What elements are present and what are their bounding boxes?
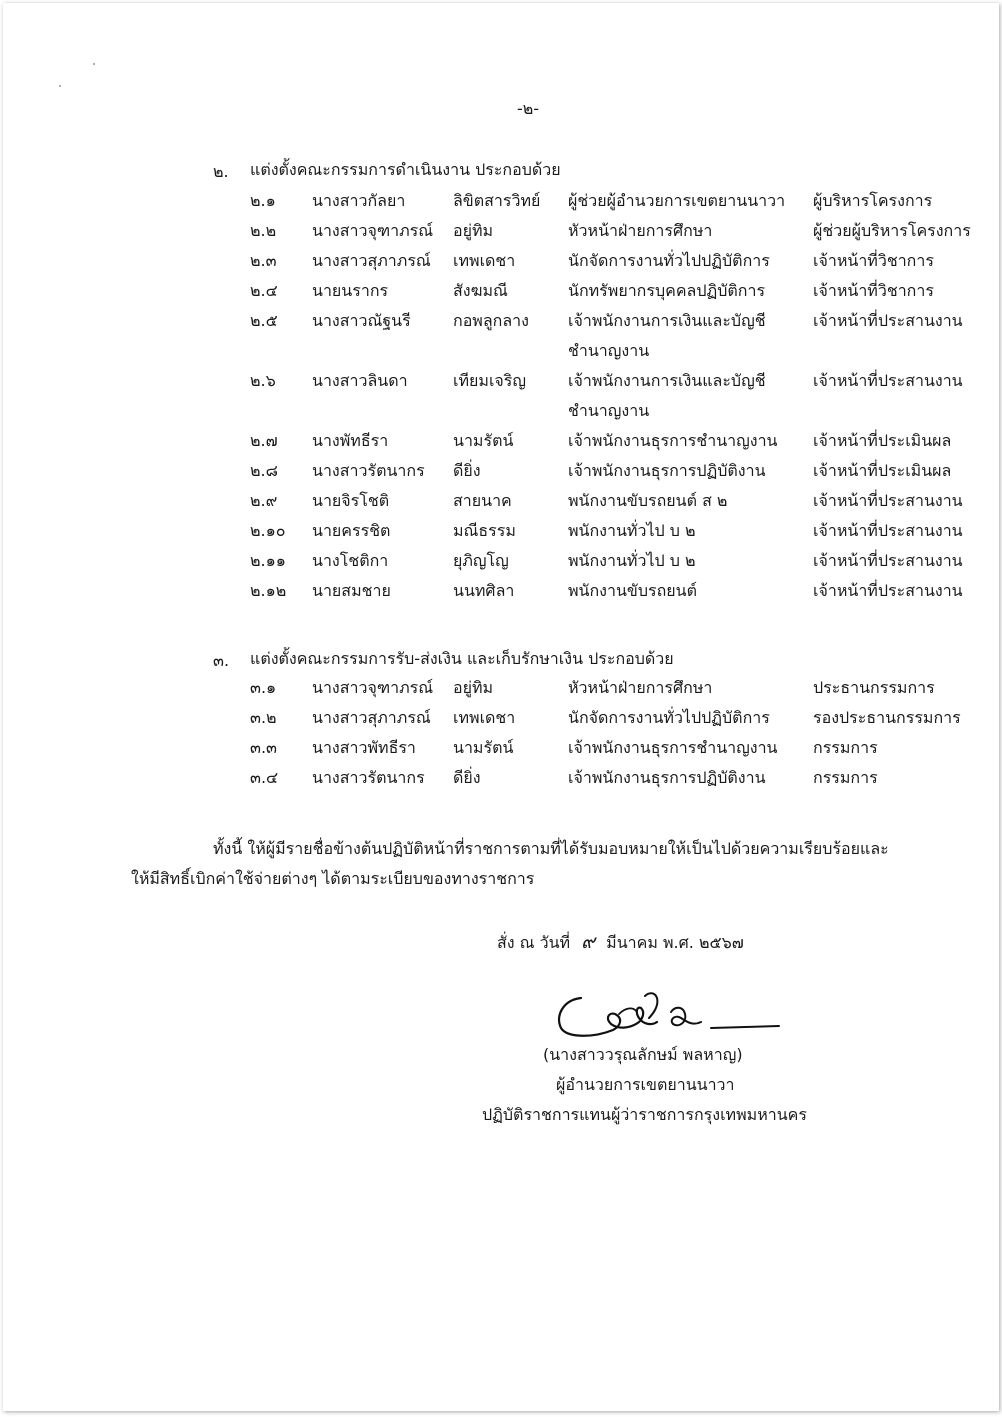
list-item xyxy=(3,678,999,708)
list-item xyxy=(3,221,999,251)
person-name: นายจิรโชติ xyxy=(312,491,390,510)
item-number: ๓.๒ xyxy=(250,708,277,727)
signatory-name: (นางสาววรุณลักษม์ พลหาญ) xyxy=(543,1045,743,1064)
person-name: นายสมชาย xyxy=(312,581,391,600)
person-name: นางโชติกา xyxy=(312,551,389,570)
person-role: เจ้าหน้าที่วิชาการ xyxy=(813,251,934,270)
person-name: นายครรชิต xyxy=(312,521,391,540)
person-surname: ดียิ่ง xyxy=(453,768,481,787)
person-position-continued: ชำนาญงาน xyxy=(568,341,650,360)
person-role: เจ้าหน้าที่ประสานงาน xyxy=(813,491,963,510)
section-2-heading: แต่งตั้งคณะกรรมการดำเนินงาน ประกอบด้วย xyxy=(250,160,561,179)
person-surname: กอพลูกลาง xyxy=(453,311,529,330)
person-role: เจ้าหน้าที่วิชาการ xyxy=(813,281,934,300)
person-position: เจ้าพนักงานการเงินและบัญชี xyxy=(568,371,766,390)
section-2-number: ๒. xyxy=(213,162,229,181)
item-number: ๒.๑๑ xyxy=(250,551,286,570)
person-position: นักจัดการงานทั่วไปปฏิบัติการ xyxy=(568,251,770,270)
list-item xyxy=(3,581,999,611)
list-item xyxy=(3,461,999,491)
order-date xyxy=(497,932,744,953)
person-role: เจ้าหน้าที่ประสานงาน xyxy=(813,311,963,330)
item-number: ๒.๘ xyxy=(250,461,278,480)
person-name: นางสาวสุภาภรณ์ xyxy=(312,251,431,270)
person-role: ผู้บริหารโครงการ xyxy=(813,191,933,210)
closing-line-1: ทั้งนี้ ให้ผู้มีรายชื่อข้างต้นปฏิบัติหน้าที่ราชการตามที่ได้รับมอบหมายให้เป็นไปด้วยความเรียบร้อยและ xyxy=(213,839,889,858)
person-role: กรรมการ xyxy=(813,738,878,757)
person-role: กรรมการ xyxy=(813,768,878,787)
person-position: เจ้าพนักงานธุรการปฏิบัติงาน xyxy=(568,768,766,787)
person-role: เจ้าหน้าที่ประสานงาน xyxy=(813,371,963,390)
list-item xyxy=(3,738,999,768)
person-surname: มณีธรรม xyxy=(453,521,516,540)
person-surname: นามรัตน์ xyxy=(453,431,514,450)
person-name: นางสาวรัตนากร xyxy=(312,768,425,787)
list-item xyxy=(3,191,999,221)
person-name: นางสาวรัตนากร xyxy=(312,461,425,480)
person-surname: ยุภิญโญ xyxy=(453,551,509,570)
person-position: ผู้ช่วยผู้อำนวยการเขตยานนาวา xyxy=(568,191,786,210)
list-item xyxy=(3,371,999,420)
item-number: ๓.๓ xyxy=(250,738,277,757)
signatory-acting: ปฏิบัติราชการแทนผู้ว่าราชการกรุงเทพมหานคร xyxy=(482,1105,807,1124)
list-item xyxy=(3,251,999,281)
item-number: ๒.๑ xyxy=(250,191,276,210)
person-role: ผู้ช่วยผู้บริหารโครงการ xyxy=(813,221,971,240)
order-date-day: ๙ xyxy=(581,931,596,953)
person-role: เจ้าหน้าที่ประสานงาน xyxy=(813,521,963,540)
person-name: นางสาวลินดา xyxy=(312,371,408,390)
document-page xyxy=(3,3,999,1411)
person-surname: อยู่ทิม xyxy=(453,678,494,697)
person-role: เจ้าหน้าที่ประสานงาน xyxy=(813,551,963,570)
person-surname: ลิขิตสารวิทย์ xyxy=(453,191,541,210)
person-position: พนักงานขับรถยนต์ xyxy=(568,581,697,600)
order-date-prefix: สั่ง ณ วันที่ xyxy=(497,933,571,952)
list-item xyxy=(3,281,999,311)
person-name: นางสาวกัลยา xyxy=(312,191,406,210)
closing-line-2: ให้มีสิทธิ์เบิกค่าใช้จ่ายต่างๆ ได้ตามระเบียบของทางราชการ xyxy=(131,869,535,888)
person-position: เจ้าพนักงานการเงินและบัญชี xyxy=(568,311,766,330)
list-item xyxy=(3,491,999,521)
scan-speck xyxy=(59,85,61,87)
person-surname: เทพเดชา xyxy=(453,251,516,270)
person-position: พนักงานขับรถยนต์ ส ๒ xyxy=(568,491,728,510)
person-role: เจ้าหน้าที่ประเมินผล xyxy=(813,431,952,450)
section-3-heading: แต่งตั้งคณะกรรมการรับ-ส่งเงิน และเก็บรักษาเงิน ประกอบด้วย xyxy=(250,649,674,668)
person-role: รองประธานกรรมการ xyxy=(813,708,961,727)
person-position-continued: ชำนาญงาน xyxy=(568,401,650,420)
person-position: หัวหน้าฝ่ายการศึกษา xyxy=(568,678,713,697)
item-number: ๒.๕ xyxy=(250,311,278,330)
person-position: เจ้าพนักงานธุรการชำนาญงาน xyxy=(568,738,778,757)
person-surname: เทพเดชา xyxy=(453,708,516,727)
person-surname: นนทศิลา xyxy=(453,581,515,600)
person-surname: ดียิ่ง xyxy=(453,461,481,480)
item-number: ๓.๑ xyxy=(250,678,277,697)
person-role: เจ้าหน้าที่ประสานงาน xyxy=(813,581,963,600)
person-name: นางสาวจุฑาภรณ์ xyxy=(312,678,434,697)
list-item xyxy=(3,551,999,581)
item-number: ๒.๒ xyxy=(250,221,277,240)
item-number: ๒.๙ xyxy=(250,491,278,510)
list-item xyxy=(3,431,999,461)
person-name: นางสาวสุภาภรณ์ xyxy=(312,708,431,727)
item-number: ๒.๗ xyxy=(250,431,278,450)
item-number: ๒.๔ xyxy=(250,281,278,300)
scan-speck xyxy=(93,63,95,65)
item-number: ๒.๑๐ xyxy=(250,521,286,540)
item-number: ๒.๓ xyxy=(250,251,277,270)
person-name: นางพัทธีรา xyxy=(312,431,389,450)
person-role: ประธานกรรมการ xyxy=(813,678,935,697)
person-surname: สังฆมณี xyxy=(453,281,508,300)
person-position: หัวหน้าฝ่ายการศึกษา xyxy=(568,221,713,240)
item-number: ๒.๖ xyxy=(250,371,276,390)
person-surname: อยู่ทิม xyxy=(453,221,494,240)
item-number: ๒.๑๒ xyxy=(250,581,287,600)
list-item xyxy=(3,311,999,360)
list-item xyxy=(3,768,999,798)
person-name: นายนรากร xyxy=(312,281,389,300)
order-date-rest: มีนาคม พ.ศ. ๒๕๖๗ xyxy=(606,933,744,952)
person-name: นางสาวพัทธีรา xyxy=(312,738,416,757)
person-name: นางสาวจุฑาภรณ์ xyxy=(312,221,434,240)
person-position: พนักงานทั่วไป บ ๒ xyxy=(568,551,696,570)
person-position: เจ้าพนักงานธุรการชำนาญงาน xyxy=(568,431,778,450)
person-name: นางสาวณัฐนรี xyxy=(312,311,411,330)
signatory-title: ผู้อำนวยการเขตยานนาวา xyxy=(556,1075,735,1094)
list-item xyxy=(3,521,999,551)
person-role: เจ้าหน้าที่ประเมินผล xyxy=(813,461,952,480)
person-position: นักจัดการงานทั่วไปปฏิบัติการ xyxy=(568,708,770,727)
item-number: ๓.๔ xyxy=(250,768,279,787)
list-item xyxy=(3,708,999,738)
signature-image xyxy=(553,978,793,1048)
section-3-number: ๓. xyxy=(213,651,230,670)
person-position: พนักงานทั่วไป บ ๒ xyxy=(568,521,696,540)
person-surname: นามรัตน์ xyxy=(453,738,514,757)
page-number: -๒- xyxy=(516,99,540,118)
person-surname: สายนาค xyxy=(453,491,512,510)
person-surname: เทียมเจริญ xyxy=(453,371,527,390)
person-position: นักทรัพยากรบุคคลปฏิบัติการ xyxy=(568,281,766,300)
person-position: เจ้าพนักงานธุรการปฏิบัติงาน xyxy=(568,461,766,480)
